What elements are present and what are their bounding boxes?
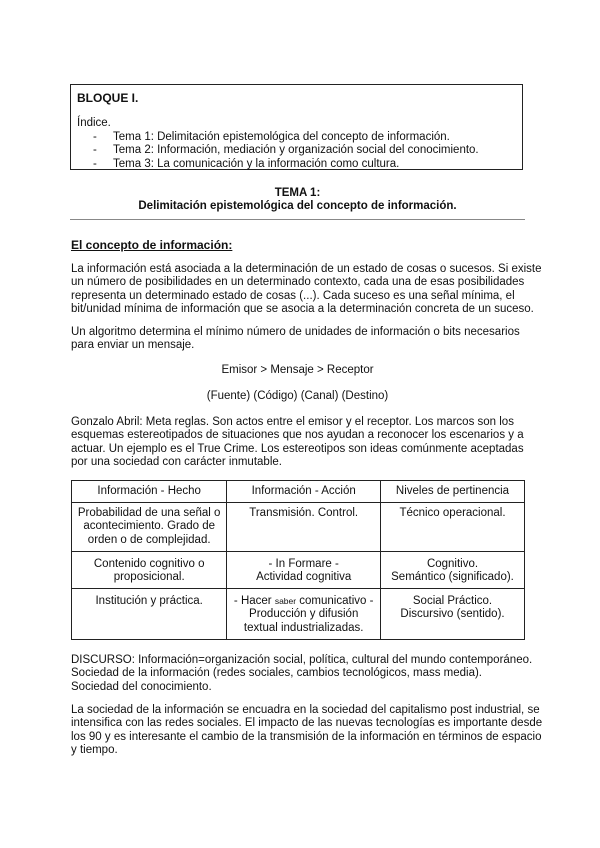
cell-line: acontecimiento. Grado de	[83, 520, 216, 533]
block-title: BLOQUE I.	[77, 91, 139, 105]
cell-line: Técnico operacional.	[399, 507, 506, 519]
section-title: El concepto de información:	[71, 238, 233, 252]
cell-line	[231, 595, 376, 608]
heading-line-1: TEMA 1:	[274, 187, 321, 199]
text-line: La sociedad de la información se encuadra en la sociedad del capitalismo post industrial, se	[71, 704, 540, 716]
topic-heading	[70, 187, 525, 214]
schema-line-1: Emisor > Mensaje > Receptor	[221, 364, 374, 376]
schema-line-2: (Fuente) (Código) (Canal) (Destino)	[206, 390, 389, 402]
index-item-text: Tema 3: La comunicación y la información como cultura.	[113, 157, 400, 170]
text-line: un número de posibilidades en un determinado contexto, cada una de esas posibilidades	[71, 276, 525, 289]
index-item-text: Tema 1: Delimitación epistemológica del concepto de información.	[113, 131, 450, 143]
paragraph-1	[71, 263, 542, 317]
heading-line-2: Delimitación epistemológica del concepto de información.	[138, 200, 457, 213]
index-item	[93, 131, 479, 144]
table-header-cell: Niveles de pertinencia	[381, 481, 525, 503]
text-line: representa un determinado estado de cosas (...). Cada suceso es una señal mínima, el	[71, 289, 515, 302]
table-cell	[227, 503, 381, 552]
cell-line: Discursivo (sentido).	[400, 608, 505, 621]
table-header-cell: Información - Acción	[227, 481, 381, 503]
paragraph-5	[71, 704, 543, 758]
paragraph-2	[71, 326, 527, 353]
index-label: Índice.	[77, 117, 111, 129]
cell-line: Social Práctico.	[412, 595, 493, 607]
text-line: Un algoritmo determina el mínimo número de unidades de información o bits necesarios	[71, 326, 520, 338]
cell-line: Transmisión. Control.	[249, 507, 359, 519]
text-line: esquemas estereotipados de situaciones que nos ayudan a reconocer los escenarios y a	[71, 429, 524, 442]
table-row	[72, 589, 525, 640]
index-box	[70, 84, 523, 170]
text-line: La información está asociada a la determinación de un estado de cosas o sucesos. Si existe	[71, 263, 542, 275]
cell-line: Semántico (significado).	[391, 571, 514, 584]
bullet-dash: -	[93, 131, 97, 143]
index-item	[93, 144, 479, 157]
cell-line: Actividad cognitiva	[256, 571, 352, 584]
bullet-dash: -	[93, 144, 97, 157]
text-line: DISCURSO: Información=organización social, política, cultural del mundo contemporáneo.	[71, 654, 533, 666]
cell-text-part: comunicativo -	[296, 595, 374, 607]
index-item	[93, 158, 479, 171]
table-cell	[227, 552, 381, 589]
text-line: los 90 y es interesante el cambio de la transmisión de la información en términos de espacio	[71, 730, 542, 743]
text-line: Gonzalo Abril: Meta reglas. Son actos entre el emisor y el receptor. Los marcos son los	[71, 416, 514, 428]
paragraph-4	[71, 654, 533, 694]
table-row	[72, 503, 525, 552]
table-header-cell: Información - Hecho	[72, 481, 227, 503]
table-cell	[72, 503, 227, 552]
pertinence-table	[71, 480, 525, 640]
table-cell	[381, 503, 525, 552]
text-line: para enviar un mensaje.	[71, 339, 195, 352]
cell-line: proposicional.	[113, 571, 185, 584]
paragraph-3	[71, 416, 527, 470]
table-cell	[381, 589, 525, 640]
text-line: intensifica con las redes sociales. El impacto de las nuevas tecnologías es importante desde	[71, 717, 543, 730]
text-line: por una sociedad con carácter inmutable.	[71, 456, 282, 469]
cell-line: textual industrializadas.	[243, 621, 364, 634]
table-cell	[381, 552, 525, 589]
cell-line: Contenido cognitivo o	[93, 558, 205, 570]
cell-line: Producción y difusión	[249, 608, 359, 621]
text-line: y tiempo.	[71, 744, 118, 757]
index-item-text: Tema 2: Información, mediación y organización social del conocimiento.	[113, 144, 479, 157]
cell-line: Institución y práctica.	[95, 595, 203, 607]
table-cell	[72, 552, 227, 589]
text-line: bit/unidad mínima de información que se asocia a la determinación concreta de un suceso.	[71, 303, 534, 316]
table-header-row	[72, 481, 525, 503]
cell-line: Cognitivo.	[426, 558, 479, 570]
cell-line: Probabilidad de una señal o	[77, 507, 221, 519]
bullet-dash: -	[93, 157, 97, 170]
index-list	[93, 131, 479, 171]
text-line: Sociedad de la información (redes sociales, cambios tecnológicos, mass media).	[71, 667, 483, 680]
table-cell	[227, 589, 381, 640]
cell-text-part: - Hacer	[233, 595, 275, 607]
cell-line: orden o de complejidad.	[87, 533, 211, 546]
table-row	[72, 552, 525, 589]
table-cell	[72, 589, 227, 640]
text-line: actuar. Un ejemplo es el True Crime. Los estereotipos son ideas comúnmente aceptadas	[71, 442, 524, 455]
cell-line: - In Formare -	[268, 558, 339, 570]
heading-divider	[70, 219, 525, 220]
cell-text-small: saber	[274, 596, 297, 606]
text-line: Sociedad del conocimiento.	[71, 680, 212, 693]
